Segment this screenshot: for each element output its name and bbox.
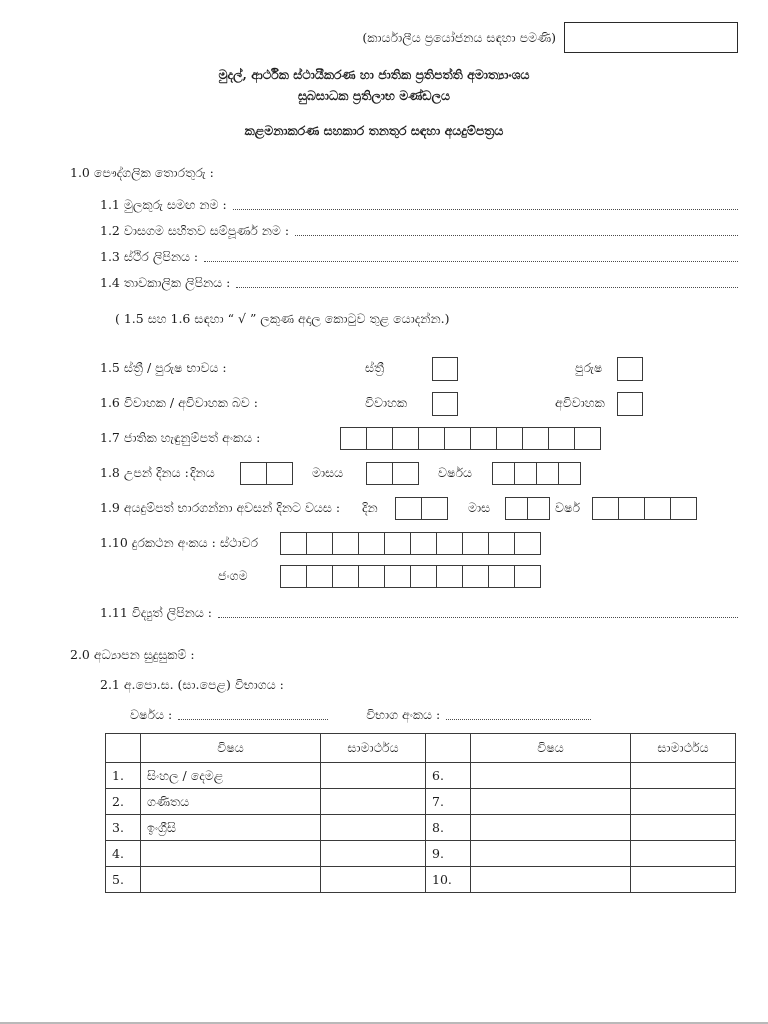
office-use-label: (කාර්යාලීය ප්‍රයෝජනය සඳහා පමණි) (362, 29, 556, 45)
dob-day-boxes (240, 462, 293, 485)
exam-year-index-line (130, 707, 738, 723)
table-cell: 3. (106, 815, 141, 841)
field-email (100, 605, 738, 621)
section1-body (100, 197, 738, 621)
ol-exam-subheading: 2.1 අ.පො.ස. (සා.පෙළ) විභාගය : (100, 677, 284, 692)
table-header-cell (426, 734, 471, 763)
table-cell: සිංහල / දෙමළ (141, 763, 321, 789)
input-box[interactable] (496, 427, 523, 450)
table-cell: 7. (426, 789, 471, 815)
input-box[interactable] (536, 462, 559, 485)
input-box[interactable] (384, 565, 411, 588)
table-header-cell: සාමාර්ථය (631, 734, 736, 763)
table-cell[interactable] (321, 763, 426, 789)
gender-label: 1.5 ස්ත්‍රී / පුරුෂ භාවය : (100, 360, 227, 375)
input-box[interactable] (266, 462, 293, 485)
table-header-cell: සාමාර්ථය (321, 734, 426, 763)
input-box[interactable] (240, 462, 267, 485)
married-checkbox[interactable] (432, 392, 458, 416)
temporary-address-writein[interactable] (236, 277, 738, 288)
input-box[interactable] (392, 462, 419, 485)
table-cell[interactable] (141, 841, 321, 867)
input-box[interactable] (558, 462, 581, 485)
table-cell: 1. (106, 763, 141, 789)
subjects-table-body (106, 763, 736, 893)
married-checkbox-wrap (432, 392, 458, 419)
name-with-initials-writein[interactable] (233, 199, 738, 210)
input-box[interactable] (306, 532, 333, 555)
input-box[interactable] (514, 532, 541, 555)
table-cell: 9. (426, 841, 471, 867)
input-box[interactable] (436, 565, 463, 588)
input-box[interactable] (332, 532, 359, 555)
table-cell: 5. (106, 867, 141, 893)
input-box[interactable] (462, 532, 489, 555)
fixed-phone-boxes (280, 532, 541, 555)
input-box[interactable] (514, 462, 537, 485)
input-box[interactable] (421, 497, 448, 520)
field-nic-number (100, 425, 738, 453)
input-box[interactable] (306, 565, 333, 588)
input-box[interactable] (366, 462, 393, 485)
field-telephone-fixed (100, 530, 738, 558)
field-marital-status (100, 390, 738, 418)
email-writein[interactable] (218, 607, 738, 618)
exam-year-label: වර්ෂය : (130, 707, 173, 722)
input-box[interactable] (358, 532, 385, 555)
table-cell[interactable] (631, 815, 736, 841)
field-name-with-initials (100, 197, 738, 213)
input-box[interactable] (548, 427, 575, 450)
dob-year-boxes (492, 462, 581, 485)
table-cell: 2. (106, 789, 141, 815)
telephone-label: 1.10 දුරකථන අංකය : (100, 535, 216, 550)
exam-year-writein[interactable] (178, 709, 328, 720)
office-use-box[interactable] (564, 22, 738, 53)
age-label: 1.9 අයදුම්පත් භාරගන්නා අවසන් දිනට වයස : (100, 500, 341, 515)
table-row (106, 815, 736, 841)
input-box[interactable] (395, 497, 422, 520)
dob-year-label: වර්ෂය (438, 465, 472, 480)
table-header-cell: විෂය (141, 734, 321, 763)
age-day-boxes (395, 497, 448, 520)
input-box[interactable] (488, 565, 515, 588)
table-row (106, 867, 736, 893)
gender-male-checkbox[interactable] (617, 357, 643, 381)
age-month-boxes (505, 497, 550, 520)
input-box[interactable] (418, 427, 445, 450)
table-cell[interactable] (471, 763, 631, 789)
table-cell: 8. (426, 815, 471, 841)
section2-body (100, 677, 738, 893)
unmarried-checkbox[interactable] (617, 392, 643, 416)
input-box[interactable] (522, 427, 549, 450)
fixed-phone-label: ස්ථාවර (220, 535, 259, 550)
section1-heading: 1.0 පෞද්ගලික තොරතුරු : (70, 165, 214, 180)
ol-subjects-table (105, 733, 736, 893)
date-of-birth-label: 1.8 උපන් දිනය : (100, 465, 189, 480)
table-cell: ගණිතය (141, 789, 321, 815)
field-date-of-birth (100, 460, 738, 488)
married-option-label: විවාහක (365, 395, 408, 410)
input-box[interactable] (644, 497, 671, 520)
input-box[interactable] (514, 565, 541, 588)
table-row (106, 841, 736, 867)
input-box[interactable] (280, 532, 307, 555)
section2-heading: 2.0 අධ්‍යාපන සුදුසුකම් : (70, 647, 195, 662)
mobile-phone-label: ජංගම (218, 568, 248, 583)
input-box[interactable] (340, 427, 367, 450)
field-gender (100, 355, 738, 383)
table-cell[interactable] (631, 867, 736, 893)
unmarried-checkbox-wrap (617, 392, 643, 419)
gender-option-male-label: පුරුෂ (575, 360, 603, 375)
field-permanent-address (100, 249, 738, 265)
table-header-row (106, 734, 736, 763)
gender-female-checkbox-wrap (432, 357, 458, 384)
table-cell[interactable] (321, 789, 426, 815)
table-cell[interactable] (321, 815, 426, 841)
input-box[interactable] (410, 532, 437, 555)
gender-option-female-label: ස්ත්‍රී (365, 360, 385, 375)
table-cell: 10. (426, 867, 471, 893)
dob-day-label: දිනය (190, 465, 215, 480)
table-row (106, 789, 736, 815)
form-title: කළමනාකරණ සහකාර තනතුර සඳහා අයදුම්පත්‍රය (244, 123, 504, 138)
email-label: 1.11 විද්‍යුත් ලිපිනය : (100, 605, 213, 620)
table-cell: 4. (106, 841, 141, 867)
input-box[interactable] (574, 427, 601, 450)
field-temporary-address (100, 275, 738, 291)
field-age-at-closing-date (100, 495, 738, 523)
table-cell[interactable] (321, 841, 426, 867)
table-cell[interactable] (471, 867, 631, 893)
dob-month-label: මාසය (312, 465, 344, 480)
table-cell[interactable] (471, 789, 631, 815)
age-month-label: මාස (468, 500, 491, 515)
input-box[interactable] (384, 532, 411, 555)
tick-instruction-note: ( 1.5 සහ 1.6 සඳහා “ √ ” ලකුණ අදාල කොටුව තුළ යොදන්න.) (115, 311, 450, 326)
input-box[interactable] (488, 532, 515, 555)
table-header-cell: විෂය (471, 734, 631, 763)
exam-index-writein[interactable] (446, 709, 591, 720)
input-box[interactable] (592, 497, 619, 520)
unmarried-option-label: අවිවාහක (555, 395, 605, 410)
gender-female-checkbox[interactable] (432, 357, 458, 381)
input-box[interactable] (410, 565, 437, 588)
gender-male-checkbox-wrap (617, 357, 643, 384)
mobile-phone-boxes (280, 565, 541, 588)
field-telephone-mobile (100, 563, 738, 591)
age-year-boxes (592, 497, 697, 520)
input-box[interactable] (392, 427, 419, 450)
input-box[interactable] (436, 532, 463, 555)
input-box[interactable] (332, 565, 359, 588)
table-cell: 6. (426, 763, 471, 789)
exam-index-label: විභාග අංකය : (366, 707, 441, 722)
marital-status-label: 1.6 විවාහක / අවිවාහක බව : (100, 395, 258, 410)
permanent-address-writein[interactable] (204, 251, 738, 262)
ministry-title: මුදල්, ආර්ථික ස්ථායීකරණ හා ජාතික ප්‍රතිපත්ති අමාත්‍යාංශය (218, 67, 530, 82)
input-box[interactable] (444, 427, 471, 450)
table-row (106, 763, 736, 789)
table-cell[interactable] (631, 789, 736, 815)
office-use-row (70, 22, 738, 53)
age-day-label: දින (362, 500, 378, 515)
board-title: සුබසාධක ප්‍රතිලාභ මණ්ඩලය (297, 88, 451, 103)
subjects-table-head (106, 734, 736, 763)
input-box[interactable] (470, 427, 497, 450)
age-year-label: වර්ෂ (555, 500, 581, 515)
input-box[interactable] (366, 427, 393, 450)
input-box[interactable] (358, 565, 385, 588)
nic-number-boxes (340, 427, 601, 450)
full-name-writein[interactable] (295, 225, 738, 236)
input-box[interactable] (492, 462, 515, 485)
input-box[interactable] (462, 565, 489, 588)
name-with-initials-label: 1.1 මුලකුරු සමඟ නම : (100, 197, 227, 212)
table-header-cell (106, 734, 141, 763)
table-cell[interactable] (141, 867, 321, 893)
field-full-name (100, 223, 738, 239)
nic-number-label: 1.7 ජාතික හැඳුනුම්පත් අංකය : (100, 430, 261, 445)
table-cell[interactable] (631, 763, 736, 789)
table-cell[interactable] (471, 841, 631, 867)
table-cell[interactable] (631, 841, 736, 867)
table-cell: ඉංග්‍රීසි (141, 815, 321, 841)
temporary-address-label: 1.4 තාවකාලික ලිපිනය : (100, 275, 231, 290)
input-box[interactable] (670, 497, 697, 520)
input-box[interactable] (527, 497, 550, 520)
form-header (70, 67, 678, 139)
input-box[interactable] (505, 497, 528, 520)
table-cell[interactable] (321, 867, 426, 893)
table-cell[interactable] (471, 815, 631, 841)
full-name-label: 1.2 වාසගම සහිතව සම්පූර්ණ නම : (100, 223, 290, 238)
permanent-address-label: 1.3 ස්ථිර ලිපිනය : (100, 249, 199, 264)
input-box[interactable] (280, 565, 307, 588)
input-box[interactable] (618, 497, 645, 520)
dob-month-boxes (366, 462, 419, 485)
